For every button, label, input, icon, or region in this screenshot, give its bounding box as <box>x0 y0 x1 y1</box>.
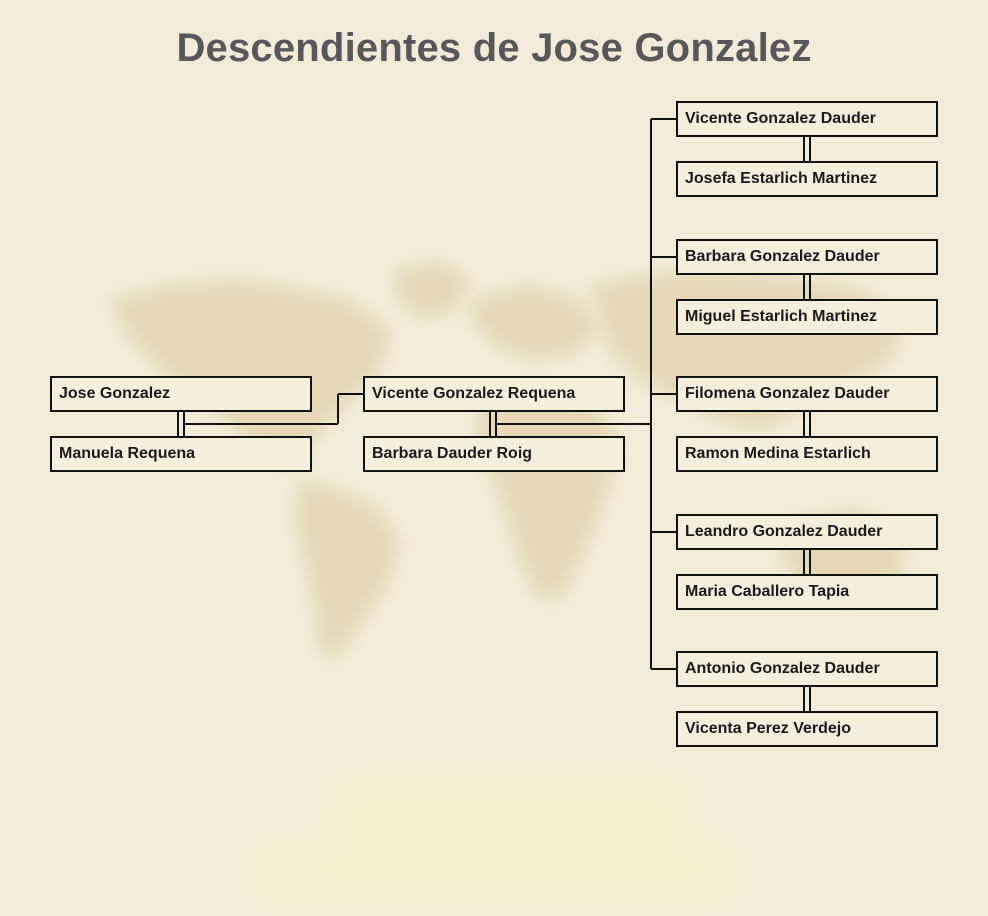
person-box: Leandro Gonzalez Dauder <box>676 514 938 550</box>
spouse-box: Maria Caballero Tapia <box>676 574 938 610</box>
spouse-box: Manuela Requena <box>50 436 312 472</box>
person-box: Antonio Gonzalez Dauder <box>676 651 938 687</box>
person-box: Jose Gonzalez <box>50 376 312 412</box>
person-box: Vicente Gonzalez Dauder <box>676 101 938 137</box>
spouse-box: Miguel Estarlich Martinez <box>676 299 938 335</box>
person-box: Vicente Gonzalez Requena <box>363 376 625 412</box>
spouse-box: Ramon Medina Estarlich <box>676 436 938 472</box>
spouse-box: Vicenta Perez Verdejo <box>676 711 938 747</box>
person-box: Barbara Gonzalez Dauder <box>676 239 938 275</box>
person-box: Filomena Gonzalez Dauder <box>676 376 938 412</box>
spouse-box: Josefa Estarlich Martinez <box>676 161 938 197</box>
chart-title: Descendientes de Jose Gonzalez <box>176 26 812 70</box>
spouse-box: Barbara Dauder Roig <box>363 436 625 472</box>
